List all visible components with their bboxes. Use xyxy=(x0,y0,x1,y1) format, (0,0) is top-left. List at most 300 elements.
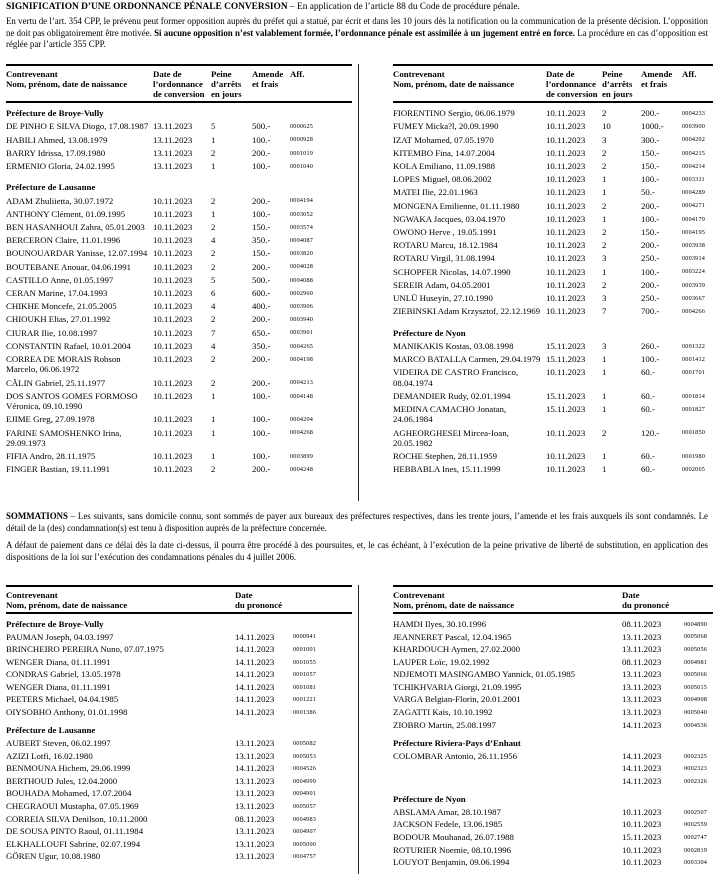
cell-date: 14.11.2023 xyxy=(235,681,275,692)
cell-aff: 0003938 xyxy=(682,242,706,250)
table-row xyxy=(393,451,713,461)
cell-aff: 0002507 xyxy=(684,808,708,816)
cell-date: 10.11.2023 xyxy=(153,314,193,325)
table-row xyxy=(6,682,352,692)
cell-aff: 0001980 xyxy=(682,453,706,461)
cell-aff: 0002323 xyxy=(684,765,708,773)
cell-peine: 4 xyxy=(211,301,216,312)
table-row xyxy=(393,121,713,131)
prefecture-section xyxy=(6,182,352,474)
table-header xyxy=(393,585,713,614)
cell-aff: 0002065 xyxy=(682,466,706,474)
cell-peine: 7 xyxy=(211,327,216,338)
cell-date: 13.11.2023 xyxy=(622,694,662,705)
cell-aff: 0002326 xyxy=(684,777,708,785)
header-date-prononce: Date du prononcé xyxy=(622,589,670,610)
table-row xyxy=(393,391,713,401)
cell-date: 10.11.2023 xyxy=(546,279,586,290)
prefecture-heading: Préfecture de Nyon xyxy=(393,794,466,805)
sommations-paragraph2: A défaut de paiement dans ce délai dès la date ci-dessus, il pourra être procédé à des poursuites, et, le cas échéant, à l’exécution de la peine privative de liberté de substitution, en application des dispositions de la loi sur l’exécution des condamnations pénales du 4 juillet 2006. xyxy=(6,540,708,562)
cell-date: 10.11.2023 xyxy=(153,235,193,246)
cell-name: FINGER Bastian, 19.11.1991 xyxy=(6,464,111,475)
cell-aff: 0001040 xyxy=(290,162,314,170)
cell-aff: 0005056 xyxy=(684,645,708,653)
cell-date: 10.11.2023 xyxy=(153,464,193,475)
cell-aff: 0004179 xyxy=(682,215,706,223)
cell-name: AUBERT Steven, 06.02.1997 xyxy=(6,738,111,749)
cell-name: BOUNOUARDAR Yanisse, 12.07.1994 xyxy=(6,248,148,259)
cell-date: 08.11.2023 xyxy=(622,656,662,667)
cell-name: NDJEMOTI MASINGAMBO Yannick, 01.05.1985 xyxy=(393,669,576,680)
cell-name: LOUYOT Benjamin, 09.06.1994 xyxy=(393,857,510,868)
cell-date: 14.11.2023 xyxy=(622,719,662,730)
cell-name: IZAT Mohamed, 07.05.1970 xyxy=(393,134,494,145)
cell-amende: 200.- xyxy=(252,377,271,388)
cell-date: 10.11.2023 xyxy=(546,427,586,438)
prefecture-section xyxy=(6,108,352,171)
table-row xyxy=(6,301,352,311)
cell-name: JACKSON Fedele, 13.06.1985 xyxy=(393,819,503,830)
cell-date: 10.11.2023 xyxy=(153,221,193,232)
page-title xyxy=(6,2,708,13)
header-contrevenant: Contrevenant Nom, prénom, date de naissance xyxy=(393,68,515,89)
prefecture-section xyxy=(6,619,352,718)
intro-part2: La procédure en cas d’opposition est réglée par l’article 355 CPP. xyxy=(6,27,709,50)
cell-peine: 4 xyxy=(211,235,216,246)
cell-amende: 200.- xyxy=(252,314,271,325)
column-divider xyxy=(358,64,359,501)
cell-peine: 2 xyxy=(211,195,216,206)
header-contrevenant: Contrevenant Nom, prénom, date de naissance xyxy=(6,589,128,610)
cell-date: 10.11.2023 xyxy=(622,806,662,817)
cell-date: 14.11.2023 xyxy=(235,644,275,655)
cell-aff: 0004536 xyxy=(684,721,708,729)
table-row xyxy=(393,776,713,786)
cell-date: 15.11.2023 xyxy=(622,832,662,843)
table-row xyxy=(6,328,352,338)
table-row xyxy=(6,451,352,461)
cell-aff: 0005082 xyxy=(293,739,317,747)
table-row xyxy=(393,751,713,761)
cell-name: OIYSOBHO Anthony, 01.01.1998 xyxy=(6,707,128,718)
cell-name: DE SOUSA PINTO Raoul, 01.11.1984 xyxy=(6,826,144,837)
cell-aff: 0000625 xyxy=(290,123,314,131)
prefecture-heading: Préfecture de Broye-Vully xyxy=(6,618,104,629)
table-row xyxy=(6,694,352,704)
cell-date: 13.11.2023 xyxy=(235,750,275,761)
cell-date: 14.11.2023 xyxy=(235,669,275,680)
cell-name: WENGER Diana, 01.11.1991 xyxy=(6,656,111,667)
sommations-table-left xyxy=(6,585,352,864)
cell-peine: 1 xyxy=(602,213,607,224)
prefecture-heading: Préfecture de Nyon xyxy=(393,327,466,338)
cell-name: ZIOBRO Martin, 25.08.1997 xyxy=(393,719,496,730)
cell-name: ROTURIER Noemie, 08.10.1996 xyxy=(393,844,512,855)
cell-date: 13.11.2023 xyxy=(622,707,662,718)
cell-aff: 0005057 xyxy=(293,802,317,810)
table-row xyxy=(393,857,713,867)
table-row xyxy=(393,720,713,730)
cell-peine: 2 xyxy=(211,261,216,272)
cell-name: CONSTANTIN Rafael, 10.01.2004 xyxy=(6,340,131,351)
intro-bold: Si aucune opposition n’est valablement formée, l’ordonnance pénale est assimilée à un jugement entré en force. xyxy=(154,27,575,38)
cell-date: 10.11.2023 xyxy=(546,108,586,119)
cell-date: 10.11.2023 xyxy=(546,121,586,132)
cell-name: BOUHADA Mohamed, 17.07.2004 xyxy=(6,788,132,799)
table-row xyxy=(6,738,352,748)
cell-aff: 0004901 xyxy=(293,790,317,798)
cell-peine: 2 xyxy=(602,200,607,211)
table-row xyxy=(6,209,352,219)
cell-date: 15.11.2023 xyxy=(546,390,586,401)
table-row xyxy=(393,341,713,351)
cell-date: 14.11.2023 xyxy=(622,763,662,774)
cell-aff: 0004215 xyxy=(682,149,706,157)
cell-aff: 0003820 xyxy=(290,250,314,258)
cell-name: KITEMBO Fina, 14.07.2004 xyxy=(393,147,495,158)
table-row xyxy=(393,214,713,224)
table-row xyxy=(6,314,352,324)
cell-aff: 0004028 xyxy=(290,263,314,271)
cell-date: 15.11.2023 xyxy=(546,353,586,364)
table-row xyxy=(6,776,352,786)
table-row xyxy=(393,306,713,316)
cell-date: 13.11.2023 xyxy=(153,160,193,171)
table-row xyxy=(393,404,713,425)
cell-aff: 0002819 xyxy=(684,846,708,854)
prefecture-heading: Préfecture Riviera-Pays d’Enhaut xyxy=(393,738,521,749)
cell-name: DEMANDIER Rudy, 02.01.1994 xyxy=(393,390,511,401)
cell-date: 13.11.2023 xyxy=(235,838,275,849)
cell-name: ROTARU Marcu, 18.12.1984 xyxy=(393,240,498,251)
table-row xyxy=(6,632,352,642)
table-row xyxy=(393,227,713,237)
table-row xyxy=(393,187,713,197)
cell-name: CORREIA SILVA Denilson, 10.11.2000 xyxy=(6,813,148,824)
cell-peine: 2 xyxy=(211,353,216,364)
cell-peine: 2 xyxy=(211,314,216,325)
cell-date: 13.11.2023 xyxy=(235,788,275,799)
cell-peine: 2 xyxy=(602,160,607,171)
table-row xyxy=(393,763,713,773)
table-row xyxy=(393,807,713,817)
cell-amende: 100.- xyxy=(641,353,660,364)
cell-date: 13.11.2023 xyxy=(235,775,275,786)
table-row xyxy=(393,682,713,692)
cell-date: 10.11.2023 xyxy=(153,248,193,259)
cell-name: BODOUR Mouhanad, 26.07.1988 xyxy=(393,832,514,843)
cell-name: FARINE SAMOSHENKO Irina, 29.09.1973 xyxy=(6,427,122,448)
header-date-ordonnance: Date de l’ordonnance de conversion xyxy=(546,68,598,99)
header-contrevenant: Contrevenant Nom, prénom, date de naissance xyxy=(393,589,515,610)
cell-amende: 200.- xyxy=(252,195,271,206)
prefecture-heading: Préfecture de Broye-Vully xyxy=(6,108,104,119)
cell-peine: 2 xyxy=(211,377,216,388)
cell-peine: 2 xyxy=(211,464,216,475)
table-row xyxy=(6,763,352,773)
cell-peine: 2 xyxy=(602,147,607,158)
table-row xyxy=(393,819,713,829)
cell-aff: 0004268 xyxy=(290,429,314,437)
cell-peine: 2 xyxy=(602,240,607,251)
cell-name: CHIOUKH Elias, 27.01.1992 xyxy=(6,314,111,325)
cell-aff: 0004202 xyxy=(682,136,706,144)
cell-amende: 100.- xyxy=(641,174,660,185)
cell-date: 10.11.2023 xyxy=(546,266,586,277)
cell-peine: 10 xyxy=(602,121,611,132)
cell-date: 10.11.2023 xyxy=(546,240,586,251)
header-spacer xyxy=(684,590,713,610)
sommations-table-right xyxy=(393,585,713,870)
cell-date: 10.11.2023 xyxy=(546,160,586,171)
cell-aff: 0001001 xyxy=(293,645,317,653)
cell-name: MEDINA CAMACHO Jonatan, 24.06.1984 xyxy=(393,403,507,425)
table-row xyxy=(393,267,713,277)
cell-date: 14.11.2023 xyxy=(235,694,275,705)
cell-aff: 0003899 xyxy=(290,453,314,461)
cell-name: FIFIA Andro, 28.11.1975 xyxy=(6,451,96,462)
cell-amende: 60.- xyxy=(641,451,655,462)
prefecture-section xyxy=(393,738,713,786)
cell-aff: 0003939 xyxy=(682,281,706,289)
cell-aff: 0003900 xyxy=(682,123,706,131)
table-row xyxy=(393,428,713,449)
cell-aff: 0003906 xyxy=(290,303,314,311)
cell-date: 13.11.2023 xyxy=(622,669,662,680)
cell-date: 10.11.2023 xyxy=(153,195,193,206)
cell-amende: 60.- xyxy=(641,367,655,378)
cell-amende: 250.- xyxy=(641,253,660,264)
cell-date: 10.11.2023 xyxy=(153,340,193,351)
cell-date: 13.11.2023 xyxy=(153,147,193,158)
cell-peine: 3 xyxy=(602,340,607,351)
cell-aff: 0003224 xyxy=(682,268,706,276)
cell-aff: 0004289 xyxy=(682,189,706,197)
table-row xyxy=(6,751,352,761)
sommations-lead xyxy=(6,511,708,534)
table-row xyxy=(393,632,713,642)
cell-date: 10.11.2023 xyxy=(153,301,193,312)
cell-peine: 1 xyxy=(211,414,216,425)
table-row xyxy=(6,135,352,145)
cell-aff: 0003304 xyxy=(684,859,708,867)
cell-date: 10.11.2023 xyxy=(546,306,586,317)
cell-date: 15.11.2023 xyxy=(546,340,586,351)
cell-amende: 260.- xyxy=(641,340,660,351)
cell-amende: 350.- xyxy=(252,235,271,246)
cell-peine: 1 xyxy=(211,451,216,462)
table-row xyxy=(6,235,352,245)
cell-date: 13.11.2023 xyxy=(153,121,193,132)
cell-amende: 100.- xyxy=(252,134,271,145)
cell-aff: 0003940 xyxy=(290,316,314,324)
cell-peine: 1 xyxy=(211,160,216,171)
cell-amende: 250.- xyxy=(641,292,660,303)
table-row xyxy=(393,367,713,388)
cell-aff: 0004757 xyxy=(293,853,317,861)
table-row xyxy=(6,414,352,424)
cell-date: 15.11.2023 xyxy=(546,403,586,414)
cell-date: 13.11.2023 xyxy=(153,134,193,145)
cell-name: PEETERS Michael, 04.04.1985 xyxy=(6,694,119,705)
cell-aff: 0004195 xyxy=(682,228,706,236)
cell-aff: 0003574 xyxy=(290,223,314,231)
table-row xyxy=(393,644,713,654)
cell-date: 13.11.2023 xyxy=(235,851,275,862)
table-row xyxy=(6,196,352,206)
cell-aff: 0001386 xyxy=(293,708,317,716)
cell-name: ADAM Zhuliietta, 30.07.1972 xyxy=(6,195,114,206)
cell-peine: 1 xyxy=(602,353,607,364)
cell-name: ERMENIO Gloria, 24.02.1995 xyxy=(6,160,115,171)
cell-aff: 0001057 xyxy=(293,671,317,679)
cell-aff: 0002960 xyxy=(290,289,314,297)
table-row xyxy=(6,161,352,171)
prefecture-section xyxy=(393,794,713,867)
cell-name: SEREIR Adam, 04.05.2001 xyxy=(393,279,491,290)
cell-aff: 0001412 xyxy=(682,355,706,363)
cell-date: 10.11.2023 xyxy=(546,147,586,158)
cell-date: 10.11.2023 xyxy=(546,226,586,237)
cell-date: 10.11.2023 xyxy=(546,451,586,462)
cell-aff: 0001827 xyxy=(682,405,706,413)
table-row xyxy=(6,801,352,811)
header-date-ordonnance: Date de l’ordonnance de conversion xyxy=(153,68,205,99)
table-row xyxy=(6,391,352,412)
cell-amende: 600.- xyxy=(252,287,271,298)
cell-amende: 100.- xyxy=(252,451,271,462)
cell-amende: 200.- xyxy=(252,261,271,272)
cell-aff: 0001850 xyxy=(682,429,706,437)
cell-date: 10.11.2023 xyxy=(153,427,193,438)
cell-aff: 0004526 xyxy=(293,765,317,773)
cell-aff: 0004999 xyxy=(293,777,317,785)
cell-aff: 0000928 xyxy=(290,136,314,144)
prefecture-section xyxy=(6,725,352,861)
header-peine: Peine d’arrêts en jours xyxy=(211,68,242,99)
table-row xyxy=(393,832,713,842)
cell-amende: 700.- xyxy=(641,306,660,317)
table-row xyxy=(6,657,352,667)
cell-aff: 0001701 xyxy=(682,369,706,377)
cell-date: 14.11.2023 xyxy=(235,707,275,718)
cell-aff: 0004890 xyxy=(684,620,708,628)
prefecture-section xyxy=(393,619,713,730)
cell-date: 10.11.2023 xyxy=(153,377,193,388)
title-rest: – En application de l’article 88 du Code de procédure pénale. xyxy=(287,2,520,12)
cell-name: CERAN Marine, 17.04.1993 xyxy=(6,287,108,298)
sommations-lead-rest: – Les suivants, sans domicile connu, sont sommés de payer aux bureaux des préfectures respectives, dans les trente jours, l’amende et les frais auxquels ils sont condamnés. Le détail de la (des) condamnation(s) est tenu à disposition auprès de la préfecture concernée. xyxy=(6,511,708,533)
table-row xyxy=(6,288,352,298)
table-row xyxy=(6,121,352,131)
cell-name: CASTILLO Anne, 01.05.1997 xyxy=(6,274,114,285)
cell-peine: 1 xyxy=(211,208,216,219)
header-aff: Aff. xyxy=(290,68,305,79)
cell-amende: 100.- xyxy=(641,266,660,277)
cell-peine: 5 xyxy=(211,121,216,132)
cell-name: ANTHONY Clément, 01.09.1995 xyxy=(6,208,126,219)
table-row xyxy=(393,464,713,474)
prefecture-heading: Préfecture de Lausanne xyxy=(6,725,96,736)
cell-peine: 7 xyxy=(602,306,607,317)
cell-name: CORREA DE MORAIS Robson Marcelo, 06.06.1972 xyxy=(6,353,121,375)
cell-name: MARCO BATALLA Carmen, 29.04.1979 xyxy=(393,353,541,364)
table-row xyxy=(6,644,352,654)
cell-name: MATEI Ilie, 22.01.1963 xyxy=(393,187,478,198)
cell-date: 10.11.2023 xyxy=(153,451,193,462)
table-row xyxy=(6,148,352,158)
cell-name: ZAGATTI Kais, 10.10.1992 xyxy=(393,707,493,718)
table-row xyxy=(393,240,713,250)
cell-name xyxy=(393,763,622,773)
cell-date: 10.11.2023 xyxy=(546,253,586,264)
table-row xyxy=(393,174,713,184)
cell-aff: 0000941 xyxy=(293,633,317,641)
cell-date: 10.11.2023 xyxy=(622,819,662,830)
cell-peine: 1 xyxy=(602,266,607,277)
cell-date: 10.11.2023 xyxy=(546,200,586,211)
table-row xyxy=(6,851,352,861)
cell-date: 10.11.2023 xyxy=(622,844,662,855)
table-row xyxy=(393,354,713,364)
cell-amende: 100.- xyxy=(252,160,271,171)
cell-peine: 2 xyxy=(211,248,216,259)
cell-aff: 0005040 xyxy=(684,708,708,716)
cell-aff: 0004214 xyxy=(682,162,706,170)
cell-date: 14.11.2023 xyxy=(235,763,275,774)
cell-aff: 0001055 xyxy=(293,658,317,666)
table-row xyxy=(6,428,352,449)
cell-aff: 0004907 xyxy=(293,828,317,836)
cell-amende: 60.- xyxy=(641,403,655,414)
cell-name: NGWAKA Jacques, 03.04.1970 xyxy=(393,213,506,224)
cell-aff: 0001814 xyxy=(682,392,706,400)
column-divider xyxy=(358,585,359,874)
cell-peine: 1 xyxy=(211,390,216,401)
table-row xyxy=(393,657,713,667)
cell-aff: 0004233 xyxy=(682,110,706,117)
cell-date: 10.11.2023 xyxy=(153,261,193,272)
cell-name: ROTARU Virgil, 31.08.1994 xyxy=(393,253,495,264)
cell-name: ROCHE Stephen, 28.11.1959 xyxy=(393,451,498,462)
cell-name: KHARDOUCH Aymen, 27.02.2000 xyxy=(393,644,520,655)
table-row xyxy=(6,341,352,351)
table-row xyxy=(393,293,713,303)
cell-amende: 350.- xyxy=(252,340,271,351)
table-row xyxy=(6,707,352,717)
cell-name: HAMDI Ilyes, 30.10.1996 xyxy=(393,618,487,629)
cell-peine: 6 xyxy=(211,287,216,298)
prefecture-section xyxy=(393,328,713,475)
cell-name: FUMEY Micka?l, 20.09.1990 xyxy=(393,121,499,132)
cell-peine: 3 xyxy=(602,292,607,303)
cell-aff: 0002559 xyxy=(684,821,708,829)
cell-amende: 100.- xyxy=(252,390,271,401)
cell-date: 10.11.2023 xyxy=(546,464,586,475)
cell-date: 13.11.2023 xyxy=(235,738,275,749)
cell-date: 14.11.2023 xyxy=(622,750,662,761)
cell-amende: 650.- xyxy=(252,327,271,338)
cell-name: AGHEORGHESEI Mircea-Ioan, 20.05.1982 xyxy=(393,427,509,448)
cell-name: JEANNERET Pascal, 12.04.1965 xyxy=(393,631,512,642)
cell-name: CONDRAS Gabriel, 13.05.1978 xyxy=(6,669,121,680)
table-body xyxy=(393,103,713,475)
cell-aff: 0004194 xyxy=(290,197,314,205)
cell-name: HABILI Ahmed, 13.08.1979 xyxy=(6,134,108,145)
table-row xyxy=(6,262,352,272)
cell-name: BERTHOUD Jules, 12.04.2000 xyxy=(6,775,118,786)
cell-name: OWONO Herve , 19.05.1991 xyxy=(393,226,497,237)
